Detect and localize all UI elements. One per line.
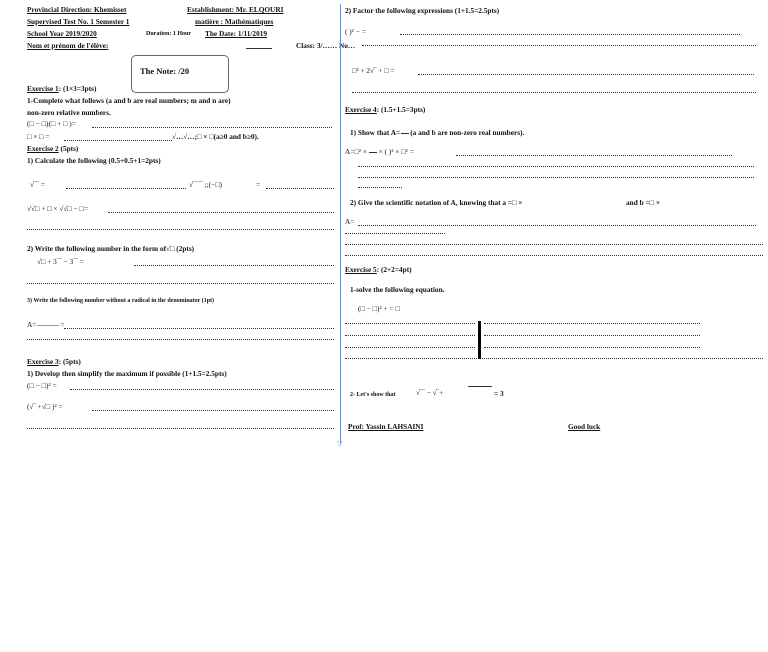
- exercise-2-line-4: A= =: [27, 320, 65, 329]
- exercise-1-heading: Exercise 1: (1×3=3pts): [27, 84, 97, 93]
- answer-line: [92, 410, 334, 411]
- exercise-2-line-1b: √‾‾‾‾ ;;(−□): [189, 180, 222, 189]
- answer-line: [400, 34, 740, 35]
- exercise-3-heading: Exercise 3: (5pts): [27, 357, 81, 366]
- exercise-4-question-2: 2) Give the scientific notation of A, knowing that a =□ ×: [350, 198, 523, 207]
- answer-line: [266, 188, 334, 189]
- exercise-2-line-1c: =: [256, 180, 261, 189]
- exercise-4-question-2b: and b =□ ×: [626, 198, 661, 207]
- class-label: Class: 3/…… No…: [296, 41, 356, 50]
- answer-line: [362, 45, 756, 46]
- exercise-3-question-1: 1) Develop then simplify the maximum if possible (1+1.5=2.5pts): [27, 369, 227, 378]
- exercise-4-line-2: A=: [345, 217, 355, 226]
- page-divider: [340, 4, 341, 444]
- direction-label: Provincial Direction: Khemisset: [27, 5, 127, 14]
- subject-label: matière : Mathématiques: [195, 17, 274, 26]
- exercise-2-heading: Exercise 2 (5pts): [27, 144, 79, 153]
- exercise-4-line-1: A=□² × × ( )² × □² =: [345, 147, 414, 156]
- factor-question: 2) Factor the following expressions (1+1.5=2.5pts): [345, 6, 500, 15]
- answer-line: [108, 212, 334, 213]
- answer-line: [345, 358, 763, 359]
- exercise-4-question-1: 1) Show that A= (a and b are non-zero real numbers).: [350, 128, 525, 137]
- exercise-1-question-cont: non-zero relative numbers.: [27, 108, 111, 117]
- exercise-2-question-3: 3) Write the following number without a radical in the denominator (1pt): [27, 298, 215, 304]
- answer-line: [27, 229, 334, 230]
- answer-line: [352, 92, 756, 93]
- answer-line: [484, 335, 700, 336]
- answer-line: [27, 339, 334, 340]
- exercise-5-line-1: (□ − □)² + = □: [358, 304, 400, 313]
- answer-line: [66, 188, 186, 189]
- answer-line: [358, 187, 402, 188]
- duration-label: Duration: 1 Hour: [146, 31, 191, 37]
- exercise-5-result: = 3: [494, 389, 504, 398]
- student-name-label: Nom et prénom de l'élève:: [27, 41, 109, 50]
- exercise-2-line-2: √√□ + □ × √√□ − □=: [27, 204, 89, 213]
- fraction-bar: [369, 152, 377, 153]
- answer-line: [345, 255, 763, 256]
- date-label: The Date: 1/11/2019: [205, 29, 268, 38]
- answer-line: [484, 323, 700, 324]
- vertical-bar: [478, 321, 481, 359]
- note-box: [131, 55, 229, 93]
- exercise-4-heading: Exercise 4: (1.5+1.5=3pts): [345, 105, 426, 114]
- note-label: The Note: /20: [140, 66, 190, 76]
- fraction-bar: [468, 386, 492, 387]
- exercise-5-question-1: 1-solve the following equation.: [350, 285, 445, 294]
- answer-line: [345, 335, 475, 336]
- answer-line: [345, 347, 475, 348]
- exercise-5-question-2: 2- Let's show that: [350, 392, 396, 398]
- answer-line: [358, 225, 756, 226]
- exercise-3-line-2: (√‾ +√□ )² =: [27, 402, 63, 411]
- test-title: Supervised Test No. 1 Semester 1: [27, 17, 130, 26]
- exercise-1-question: 1-Complete what follows (a and b are real numbers; m and n are): [27, 96, 231, 105]
- answer-line: [418, 74, 754, 75]
- establishment-label: Establishment: Mr. ELQOURI: [187, 5, 284, 14]
- answer-line: [484, 347, 700, 348]
- answer-line: [70, 389, 334, 390]
- answer-line: [92, 127, 332, 128]
- name-line: [246, 48, 272, 49]
- exercise-2-question-1: 1) Calculate the following (0.5+0.5+1=2pts): [27, 156, 161, 165]
- professor-name: Prof: Yassin LAHSAINI: [348, 422, 424, 431]
- exercise-2-line-3: √□ + 3‾‾ − 3‾‾ =: [37, 257, 84, 266]
- good-luck-label: Good luck: [568, 422, 601, 431]
- factor-line-2: □² + 2√‾ + □ =: [352, 66, 395, 75]
- answer-line: [27, 428, 334, 429]
- answer-line: [345, 233, 445, 234]
- answer-line: [64, 328, 334, 329]
- exercise-5-heading: Exercise 5: (2+2=4pt): [345, 265, 412, 274]
- answer-line: [134, 265, 334, 266]
- answer-line: [64, 140, 172, 141]
- answer-line: [358, 166, 754, 167]
- answer-line: [345, 323, 475, 324]
- exercise-2-question-2: 2) Write the following number in the form of√□ (2pts): [27, 244, 195, 253]
- answer-line: [345, 244, 763, 245]
- exercise-1-line-1: (□ − □)(□ + □ )=: [27, 119, 76, 128]
- factor-line-1: ( )² − =: [345, 27, 366, 36]
- school-year-label: School Year 2019/2020: [27, 29, 97, 38]
- exercise-1-line-2-end: √…√…;□ × □(a≥0 and b≥0).: [172, 132, 259, 141]
- exercise-2-line-1: √‾‾ =: [30, 180, 45, 189]
- fraction-bar: [401, 133, 409, 134]
- answer-line: [358, 177, 754, 178]
- exercise-1-line-2: □ × □ =: [27, 132, 50, 141]
- answer-line: [27, 283, 334, 284]
- exercise-5-expression: √‾‾ − √‾+: [416, 388, 444, 397]
- divider-arrow: ▽: [337, 440, 343, 448]
- fraction-bar: [37, 325, 59, 326]
- exercise-3-line-1: (□ − □)² =: [27, 381, 57, 390]
- answer-line: [456, 155, 732, 156]
